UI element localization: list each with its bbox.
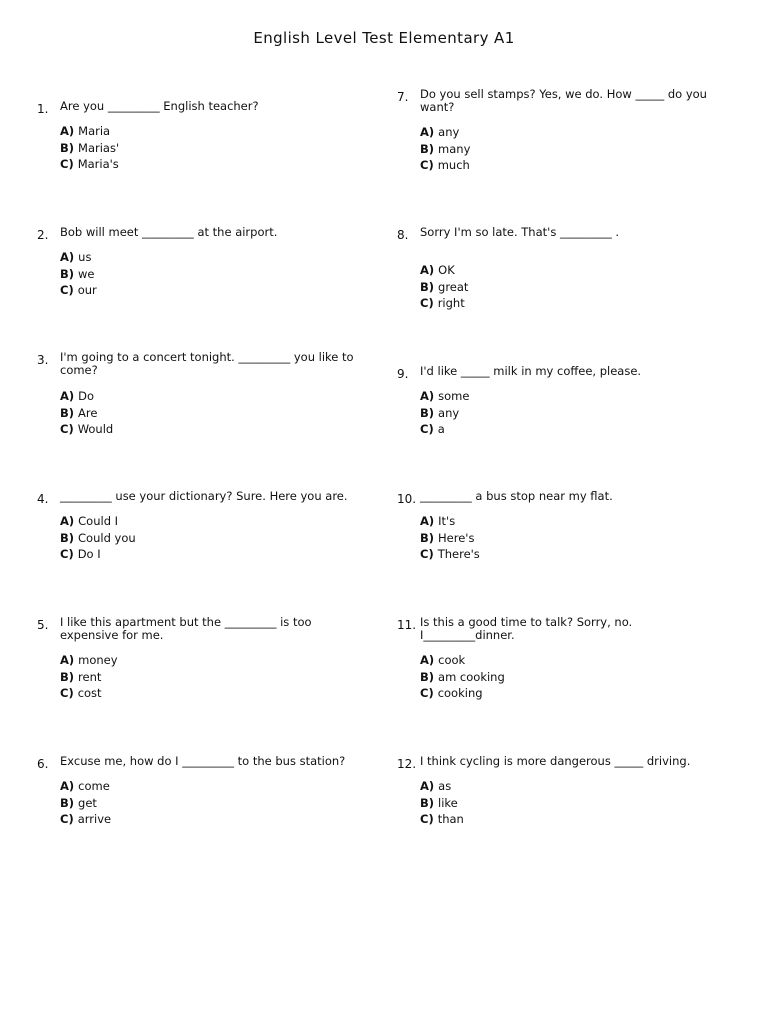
question-text: Bob will meet _________ at the airport.: [60, 225, 278, 239]
option-text: Are: [78, 405, 98, 420]
answer-option: [60, 140, 119, 157]
question-number: 7.: [397, 90, 409, 104]
answer-option: [60, 405, 113, 422]
option-text: Could you: [78, 530, 136, 545]
option-text: some: [438, 389, 470, 403]
answer-option: [60, 530, 136, 547]
option-letter: B): [60, 140, 75, 155]
answer-option: [60, 156, 119, 173]
option-letter: B): [60, 405, 75, 420]
option-text: us: [78, 250, 92, 264]
option-letter: B): [60, 266, 75, 281]
answer-options: [420, 124, 470, 174]
option-letter: C): [60, 422, 74, 436]
question-text: Do you sell stamps? Yes, we do. How _____ do you want?: [420, 87, 707, 114]
question-number: 10.: [397, 492, 417, 506]
question-6: [37, 755, 357, 835]
answer-option: [420, 157, 470, 174]
question-5: [37, 615, 357, 700]
answer-option: [420, 124, 470, 141]
answer-option: [420, 669, 505, 686]
option-text: Could I: [78, 514, 119, 528]
answer-option: [60, 795, 111, 812]
question-number: 12.: [397, 757, 417, 771]
question-text: _________ a bus stop near my flat.: [420, 489, 613, 503]
option-text: rent: [78, 669, 102, 684]
answer-options: [60, 778, 111, 828]
question-1: [37, 100, 357, 180]
option-letter: C): [60, 283, 74, 297]
option-text: Would: [77, 422, 114, 436]
question-2: [37, 226, 357, 306]
question-number: 9.: [397, 367, 409, 381]
question-text: _________ use your dictionary? Sure. Here you are.: [60, 489, 348, 503]
option-letter: C): [420, 812, 434, 826]
answer-options: [420, 513, 480, 563]
option-text: It's: [438, 514, 456, 528]
answer-option: [420, 405, 469, 422]
answer-option: [420, 295, 468, 312]
answer-options: [420, 652, 505, 702]
question-number: 4.: [37, 492, 49, 506]
option-letter: A): [420, 263, 435, 277]
option-letter: C): [420, 158, 434, 172]
option-text: we: [78, 266, 95, 281]
question-11: [397, 615, 717, 700]
answer-option: [60, 546, 136, 563]
question-number: 1.: [37, 102, 49, 116]
answer-option: [420, 811, 464, 828]
option-text: Do: [78, 389, 95, 403]
option-text: our: [77, 283, 97, 297]
question-text: I'd like _____ milk in my coffee, please.: [420, 364, 642, 378]
answer-options: [60, 652, 118, 702]
option-letter: A): [60, 389, 75, 403]
answer-option: [420, 141, 470, 158]
option-letter: A): [420, 779, 435, 793]
question-9: [397, 365, 717, 445]
option-text: cook: [438, 653, 466, 667]
option-letter: B): [420, 669, 435, 684]
answer-option: [60, 123, 119, 140]
answer-option: [420, 778, 464, 795]
question-12: [397, 755, 717, 835]
option-letter: A): [420, 125, 435, 139]
option-letter: B): [60, 669, 75, 684]
option-letter: C): [60, 547, 74, 561]
answer-option: [60, 685, 118, 702]
question-number: 2.: [37, 228, 49, 242]
option-letter: B): [420, 141, 435, 156]
answer-option: [420, 279, 468, 296]
answer-option: [60, 652, 118, 669]
option-text: Maria's: [77, 157, 119, 171]
answer-option: [60, 388, 113, 405]
option-text: Here's: [438, 530, 475, 545]
answer-options: [60, 513, 136, 563]
option-letter: A): [420, 389, 435, 403]
option-text: arrive: [77, 812, 112, 826]
answer-option: [420, 530, 480, 547]
question-number: 6.: [37, 757, 49, 771]
option-text: than: [437, 812, 464, 826]
answer-option: [60, 282, 97, 299]
answer-option: [60, 811, 111, 828]
option-letter: C): [60, 812, 74, 826]
question-text: I like this apartment but the _________ is too expensive for me.: [60, 615, 312, 642]
question-number: 8.: [397, 228, 409, 242]
answer-option: [420, 388, 469, 405]
option-letter: C): [60, 686, 74, 700]
option-letter: A): [60, 653, 75, 667]
question-text: Excuse me, how do I _________ to the bus station?: [60, 754, 346, 768]
option-letter: B): [420, 279, 435, 294]
question-number: 3.: [37, 353, 49, 367]
option-letter: C): [420, 686, 434, 700]
option-letter: C): [420, 547, 434, 561]
question-10: [397, 490, 717, 570]
answer-options: [420, 388, 469, 438]
option-text: like: [438, 795, 458, 810]
answer-option: [420, 421, 469, 438]
option-letter: A): [420, 653, 435, 667]
option-text: any: [438, 125, 460, 139]
question-3: [37, 350, 357, 436]
option-letter: B): [60, 795, 75, 810]
answer-options: [420, 262, 468, 312]
option-text: am cooking: [438, 669, 505, 684]
option-text: get: [78, 795, 97, 810]
question-text: Sorry I'm so late. That's _________ .: [420, 225, 620, 239]
answer-option: [60, 778, 111, 795]
option-letter: C): [60, 157, 74, 171]
option-text: Do I: [77, 547, 101, 561]
question-number: 5.: [37, 618, 49, 632]
option-text: any: [438, 405, 460, 420]
question-7: [397, 87, 717, 172]
option-letter: A): [60, 514, 75, 528]
answer-option: [60, 669, 118, 686]
option-text: cost: [77, 686, 102, 700]
question-text: Is this a good time to talk? Sorry, no. I_________dinner.: [420, 615, 633, 642]
answer-options: [420, 778, 464, 828]
answer-option: [60, 513, 136, 530]
option-text: great: [438, 279, 469, 294]
option-letter: C): [420, 422, 434, 436]
question-text: Are you _________ English teacher?: [60, 99, 259, 113]
option-letter: A): [60, 779, 75, 793]
answer-option: [420, 513, 480, 530]
option-letter: B): [60, 530, 75, 545]
question-4: [37, 490, 357, 570]
option-text: right: [437, 296, 465, 310]
answer-option: [60, 421, 113, 438]
answer-option: [420, 652, 505, 669]
option-text: as: [438, 779, 452, 793]
option-letter: A): [60, 124, 75, 138]
answer-option: [60, 249, 97, 266]
option-text: Marias': [78, 140, 120, 155]
option-letter: B): [420, 795, 435, 810]
question-number: 11.: [397, 618, 417, 632]
option-text: much: [437, 158, 470, 172]
option-letter: C): [420, 296, 434, 310]
option-text: a: [437, 422, 445, 436]
question-8: [397, 225, 717, 310]
option-letter: A): [420, 514, 435, 528]
option-text: OK: [438, 263, 455, 277]
option-text: come: [78, 779, 110, 793]
option-letter: B): [420, 530, 435, 545]
answer-options: [60, 249, 97, 299]
option-letter: B): [420, 405, 435, 420]
answer-options: [60, 123, 119, 173]
option-text: Maria: [78, 124, 111, 138]
answer-options: [60, 388, 113, 438]
question-text: I'm going to a concert tonight. _________ you like to come?: [60, 350, 354, 377]
answer-option: [60, 266, 97, 283]
question-text: I think cycling is more dangerous _____ driving.: [420, 754, 691, 768]
page-title: English Level Test Elementary A1: [253, 29, 515, 47]
answer-option: [420, 546, 480, 563]
answer-option: [420, 795, 464, 812]
option-text: cooking: [437, 686, 483, 700]
option-text: money: [78, 653, 118, 667]
answer-option: [420, 262, 468, 279]
option-text: There's: [437, 547, 480, 561]
option-text: many: [438, 141, 471, 156]
option-letter: A): [60, 250, 75, 264]
answer-option: [420, 685, 505, 702]
